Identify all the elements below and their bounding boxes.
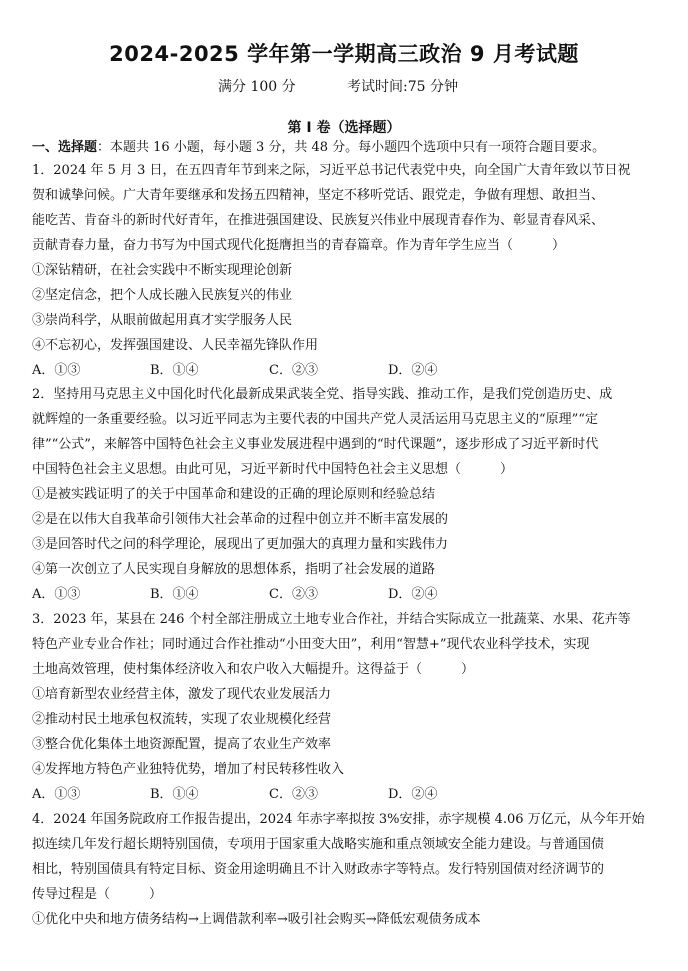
option-a: A．①③ (32, 587, 81, 602)
q1-stem-line: 贡献青春力量，奋力书写为中国式现代化挺膺担当的青春篇章。作为青年学生应当（ ） (32, 238, 566, 253)
q2-stem-line: 就辉煌的一条重要经验。以习近平同志为主要代表的中国共产党人灵活运用马克思主义的“原理”“定 (32, 412, 598, 427)
option-b: B．①④ (150, 787, 199, 802)
option-b: B．①④ (150, 363, 199, 378)
q1-stem-line: 能吃苦、肯奋斗的新时代好青年，在推进强国建设、民族复兴伟业中展现青春作为、彰显青春风采、 (32, 213, 605, 228)
q3-statement: ①培育新型农业经营主体，激发了现代农业发展活力 (32, 687, 332, 702)
q1-statement: ①深钻精研，在社会实践中不断实现理论创新 (32, 263, 293, 278)
option-d: D．②④ (388, 587, 438, 602)
q4-stem-line: 拟连续几年发行超长期特别国债，专项用于国家重大战略实施和重点领域安全能力建设。与普通国债 (32, 837, 605, 852)
q2-stem-line: 2．坚持用马克思主义中国化时代化最新成果武装全党、指导实践、推动工作，是我们党创造历史、成 (32, 387, 613, 402)
instructions-text: ：本题共 16 小题，每小题 3 分，共 48 分。每小题四个选项中只有一项符合题目要求。 (97, 140, 606, 155)
option-d: D．②④ (388, 363, 438, 378)
q1-stem-line: 1．2024 年 5 月 3 日，在五四青年节到来之际，习近平总书记代表党中央，向全国广大青年致以节日祝 (32, 163, 631, 178)
q3-stem-line: 特色产业专业合作社；同时通过合作社推动“小田变大田”，利用“智慧+”现代农业科学技术，实现 (32, 637, 590, 652)
q3-stem-line: 土地高效管理，使村集体经济收入和农户收入大幅提升。这得益于（ ） (32, 662, 475, 677)
section-title: 第 I 卷（选择题） (287, 120, 401, 136)
q2-statement: ②是在以伟大自我革命引领伟大社会革命的过程中创立并不断丰富发展的 (32, 512, 449, 527)
q3-statement: ③整合优化集体土地资源配置，提高了农业生产效率 (32, 737, 332, 752)
q1-statement: ②坚定信念，把个人成长融入民族复兴的伟业 (32, 288, 293, 303)
full-score: 满分 100 分 (218, 79, 296, 95)
q4-stem-line: 4．2024 年国务院政府工作报告提出，2024 年赤字率拟按 3%安排，赤字规模 4.06 万亿元，从今年开始 (32, 812, 645, 827)
q3-stem-line: 3．2023 年，某县在 246 个村全部注册成立土地专业合作社，并结合实际成立一批蔬菜、水果、花卉等 (32, 612, 631, 627)
option-d: D．②④ (388, 787, 438, 802)
q4-stem-line: 传导过程是（ ） (32, 887, 163, 902)
instructions-prefix: 一、选择题 (32, 140, 98, 155)
q1-statement: ④不忘初心，发挥强国建设、人民幸福先锋队作用 (32, 338, 319, 353)
q2-statement: ①是被实践证明了的关于中国革命和建设的正确的理论原则和经验总结 (32, 487, 436, 502)
exam-title: 2024-2025 学年第一学期高三政治 9 月考试题 (109, 42, 579, 66)
option-c: C．②③ (269, 587, 318, 602)
option-a: A．①③ (32, 787, 81, 802)
option-c: C．②③ (269, 363, 318, 378)
q4-stem-line: 相比，特别国债具有特定目标、资金用途明确且不计入财政赤字等特点。发行特别国债对经济调节的 (32, 862, 605, 877)
exam-time: 考试时间:75 分钟 (347, 79, 458, 95)
q2-statement: ③是回答时代之问的科学理论，展现出了更加强大的真理力量和实践伟力 (32, 537, 449, 552)
instructions (32, 139, 662, 156)
q2-stem-line: 中国特色社会主义思想。由此可见，习近平新时代中国特色社会主义思想（ ） (32, 462, 514, 477)
q1-statement: ③崇尚科学，从眼前做起用真才实学服务人民 (32, 313, 293, 328)
q1-stem-line: 贺和诚挚问候。广大青年要继承和发扬五四精神，坚定不移听党话、跟党走，争做有理想、敢担当、 (32, 188, 605, 203)
q3-statement: ②推动村民土地承包权流转，实现了农业规模化经营 (32, 712, 332, 727)
q2-stem-line: 律”“公式”，来解答中国特色社会主义事业发展进程中遇到的“时代课题”，逐步形成了习近平新时代 (32, 437, 599, 452)
option-c: C．②③ (269, 787, 318, 802)
q2-statement: ④第一次创立了人民实现自身解放的思想体系，指明了社会发展的道路 (32, 562, 436, 577)
option-b: B．①④ (150, 587, 199, 602)
option-a: A．①③ (32, 363, 81, 378)
q3-statement: ④发挥地方特色产业独特优势，增加了村民转移性收入 (32, 762, 345, 777)
q4-statement: ①优化中央和地方债务结构→上调借款利率→吸引社会购买→降低宏观债务成本 (32, 912, 481, 927)
